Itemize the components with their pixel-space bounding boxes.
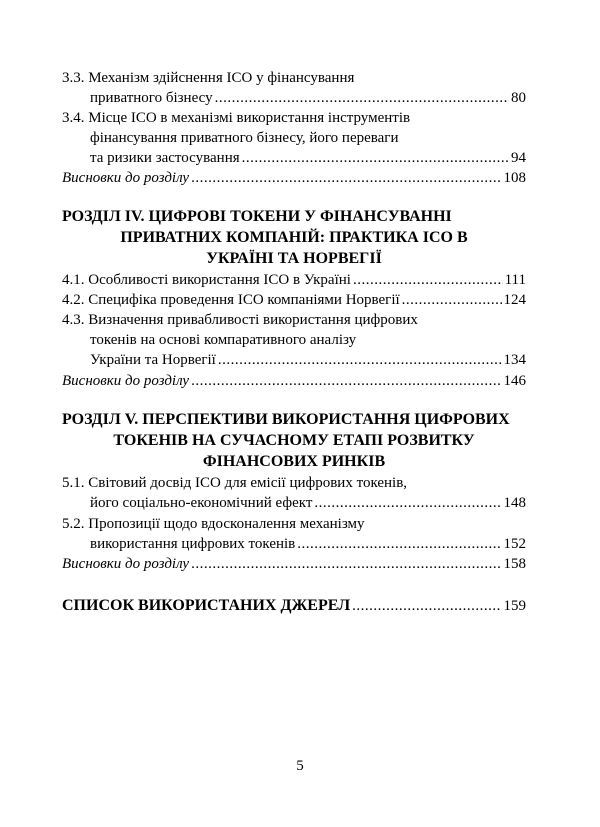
toc-entry-4-3-line3: України та Норвегії ..... 134	[62, 350, 526, 370]
section-5-title-line2: ТОКЕНІВ НА СУЧАСНОМУ ЕТАПІ РОЗВИТКУ	[113, 432, 475, 449]
toc-entry-3-4-line1: 3.4. Місце ICO в механізмі використання інструментів	[62, 110, 411, 126]
leader-dots	[402, 290, 502, 310]
leader-dots	[218, 350, 502, 370]
section-5-title-line1: РОЗДІЛ V. ПЕРСПЕКТИВИ ВИКОРИСТАННЯ ЦИФРОВИХ	[62, 411, 510, 428]
toc-conclusions-4: Висновки до розділу ..... 146	[62, 371, 526, 391]
toc-entry-4-1: 4.1. Особливості використання ICO в Україні ..... 111	[62, 270, 526, 290]
toc-entry-5-1-line2: його соціально-економічний ефект ..... 148	[62, 493, 526, 513]
leader-dots	[242, 148, 509, 168]
page-ref: 159	[503, 598, 526, 614]
page-ref: 111	[504, 272, 526, 288]
page-ref: 124	[503, 292, 526, 308]
toc-entry-4-3-line2: токенів на основі компаративного аналізу	[90, 332, 357, 348]
page-ref: 94	[511, 150, 526, 166]
toc-references: СПИСОК ВИКОРИСТАНИХ ДЖЕРЕЛ ..... 159	[62, 596, 526, 616]
section-4-title-line1: РОЗДІЛ IV. ЦИФРОВІ ТОКЕНИ У ФІНАНСУВАННІ	[62, 208, 452, 225]
section-4-title-line2: ПРИВАТНИХ КОМПАНІЙ: ПРАКТИКА ICO В	[120, 229, 468, 246]
page-ref: 158	[503, 556, 526, 572]
toc-entry-5-1-line1: 5.1. Світовий досвід ICO для емісії цифрових токенів,	[62, 475, 408, 491]
toc-conclusions-5: Висновки до розділу ..... 158	[62, 554, 526, 574]
leader-dots	[314, 493, 501, 513]
toc-conclusions-3: Висновки до розділу ..... 108	[62, 168, 526, 188]
page-ref: 134	[503, 352, 526, 368]
page-number: 5	[296, 758, 304, 774]
toc-entry-3-4-line3: та ризики застосування ..... 94	[62, 148, 526, 168]
page-ref: 146	[503, 373, 526, 389]
leader-dots	[191, 371, 501, 391]
toc-entry-5-2-line1: 5.2. Пропозиції щодо вдосконалення механізму	[62, 516, 365, 532]
page-ref: 152	[503, 536, 526, 552]
page-ref: 80	[511, 90, 526, 106]
leader-dots	[191, 554, 501, 574]
page-ref: 148	[503, 495, 526, 511]
leader-dots	[191, 168, 501, 188]
toc-entry-4-2: 4.2. Специфіка проведення ICO компаніями Норвегії ..... 124	[62, 290, 526, 310]
section-4-title-line3: УКРАЇНІ ТА НОРВЕГІЇ	[206, 250, 382, 267]
leader-dots	[215, 88, 509, 108]
leader-dots	[352, 596, 501, 616]
toc-entry-4-3-line1: 4.3. Визначення привабливості використання цифрових	[62, 312, 418, 328]
leader-dots	[353, 270, 503, 290]
toc-entry-3-3-line1: 3.3. Механізм здійснення ICO у фінансування	[62, 70, 355, 86]
toc-entry-5-2-line2: використання цифрових токенів ..... 152	[62, 534, 526, 554]
section-5-title-line3: ФІНАНСОВИХ РИНКІВ	[202, 453, 386, 470]
toc-entry-3-3-line2: приватного бізнесу ..... 80	[62, 88, 526, 108]
leader-dots	[297, 534, 501, 554]
toc-entry-3-4-line2: фінансування приватного бізнесу, його переваги	[90, 130, 399, 146]
page-ref: 108	[503, 170, 526, 186]
